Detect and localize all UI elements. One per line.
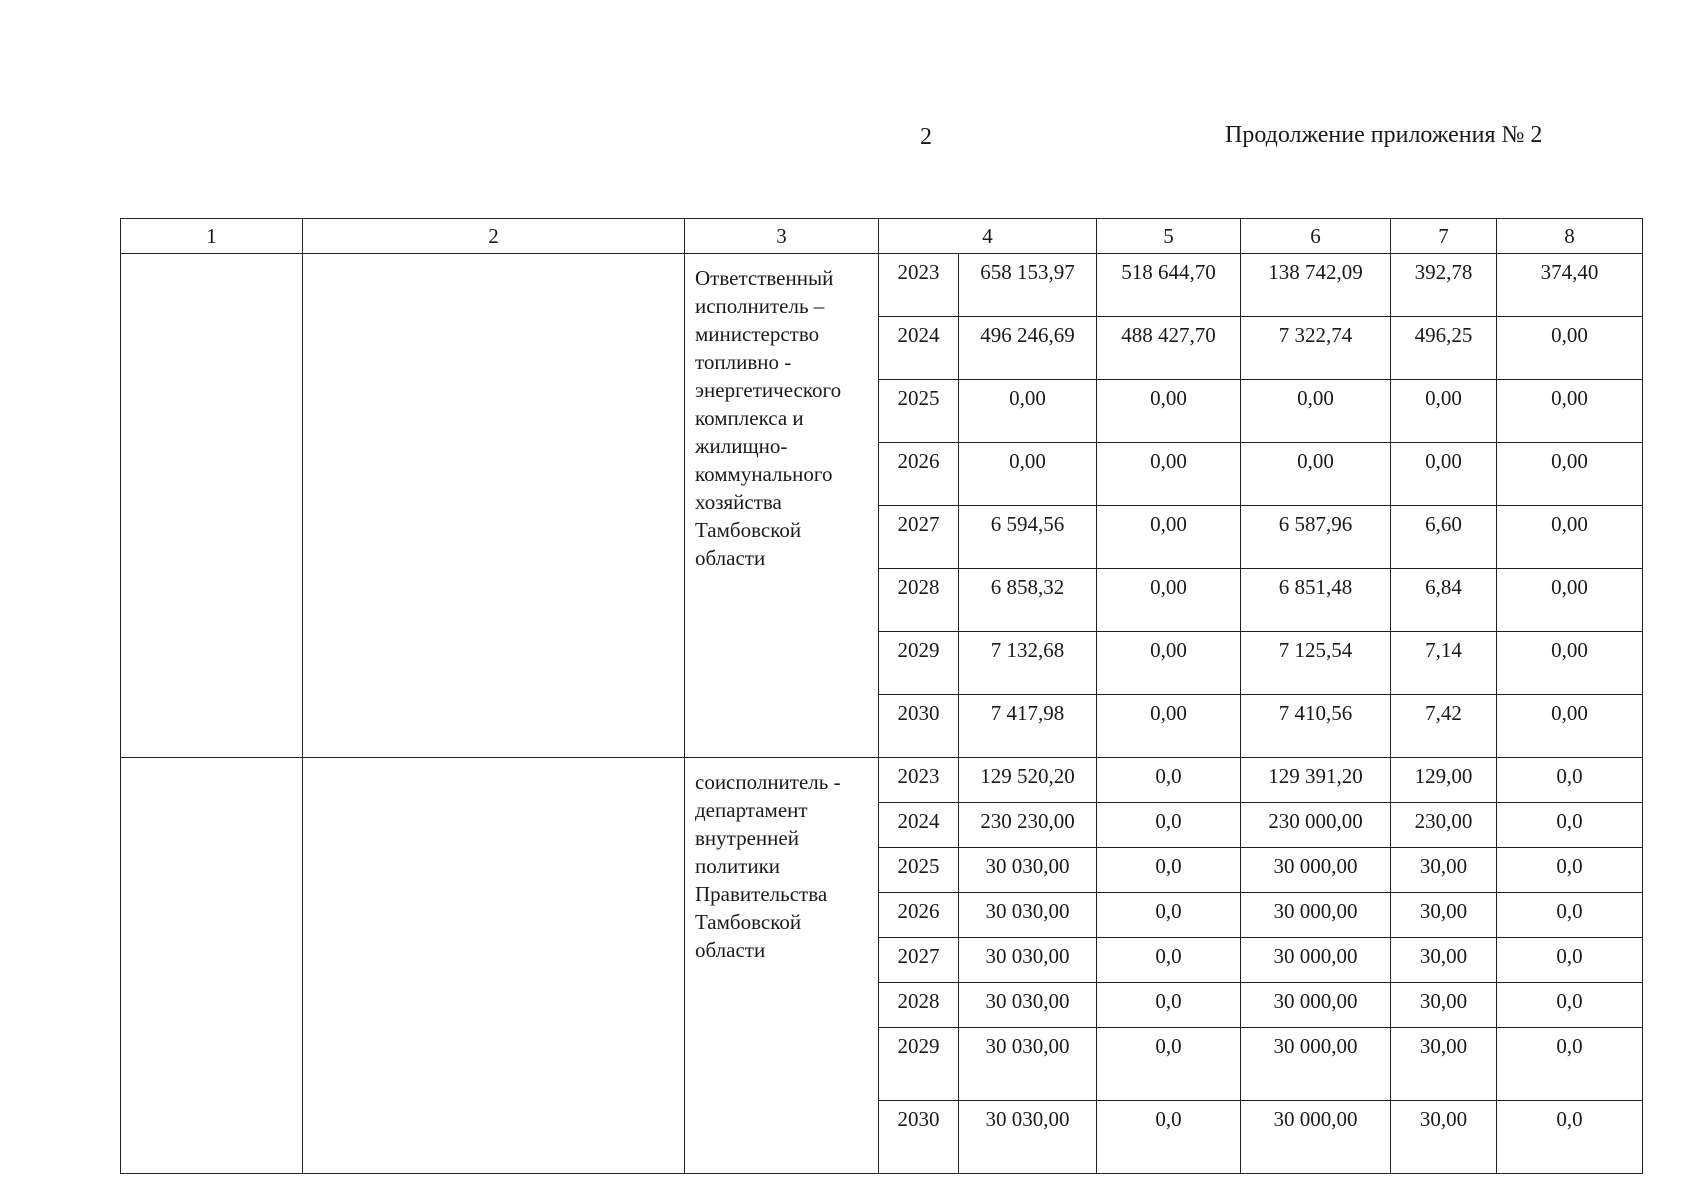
federal-cell: 0,00: [1097, 443, 1241, 506]
total-cell: 0,00: [959, 380, 1097, 443]
total-cell: 30 030,00: [959, 1101, 1097, 1174]
federal-cell: 0,00: [1097, 380, 1241, 443]
total-cell: 6 858,32: [959, 569, 1097, 632]
regional-cell: 7 322,74: [1241, 317, 1391, 380]
table-body: [121, 219, 1643, 1174]
federal-cell: 518 644,70: [1097, 254, 1241, 317]
total-cell: 496 246,69: [959, 317, 1097, 380]
regional-cell: 6 587,96: [1241, 506, 1391, 569]
year-cell: 2026: [879, 893, 959, 938]
federal-cell: 0,0: [1097, 848, 1241, 893]
empty-cell-col1: [121, 758, 303, 1174]
regional-cell: 30 000,00: [1241, 938, 1391, 983]
year-cell: 2025: [879, 380, 959, 443]
year-cell: 2028: [879, 983, 959, 1028]
empty-cell-col2: [303, 254, 685, 758]
local-cell: 0,00: [1391, 443, 1497, 506]
regional-cell: 6 851,48: [1241, 569, 1391, 632]
federal-cell: 0,00: [1097, 506, 1241, 569]
col-header-1: 1: [121, 219, 303, 254]
regional-cell: 230 000,00: [1241, 803, 1391, 848]
other-cell: 0,0: [1497, 1101, 1643, 1174]
year-cell: 2023: [879, 254, 959, 317]
federal-cell: 0,0: [1097, 938, 1241, 983]
local-cell: 129,00: [1391, 758, 1497, 803]
total-cell: 30 030,00: [959, 983, 1097, 1028]
other-cell: 0,0: [1497, 893, 1643, 938]
col-header-6: 6: [1241, 219, 1391, 254]
year-cell: 2029: [879, 1028, 959, 1101]
year-cell: 2025: [879, 848, 959, 893]
regional-cell: 30 000,00: [1241, 848, 1391, 893]
total-cell: 129 520,20: [959, 758, 1097, 803]
table-row: [121, 758, 1643, 803]
col-header-8: 8: [1497, 219, 1643, 254]
local-cell: 30,00: [1391, 1101, 1497, 1174]
regional-cell: 129 391,20: [1241, 758, 1391, 803]
regional-cell: 30 000,00: [1241, 893, 1391, 938]
col-header-7: 7: [1391, 219, 1497, 254]
total-cell: 30 030,00: [959, 893, 1097, 938]
total-cell: 30 030,00: [959, 938, 1097, 983]
empty-cell-col2: [303, 758, 685, 1174]
local-cell: 7,42: [1391, 695, 1497, 758]
total-cell: 6 594,56: [959, 506, 1097, 569]
col-header-4: 4: [879, 219, 1097, 254]
other-cell: 0,0: [1497, 938, 1643, 983]
col-header-3: 3: [685, 219, 879, 254]
regional-cell: 0,00: [1241, 443, 1391, 506]
other-cell: 0,00: [1497, 695, 1643, 758]
local-cell: 6,84: [1391, 569, 1497, 632]
local-cell: 30,00: [1391, 1028, 1497, 1101]
local-cell: 7,14: [1391, 632, 1497, 695]
col-header-5: 5: [1097, 219, 1241, 254]
local-cell: 30,00: [1391, 893, 1497, 938]
other-cell: 0,00: [1497, 506, 1643, 569]
other-cell: 0,0: [1497, 758, 1643, 803]
regional-cell: 7 410,56: [1241, 695, 1391, 758]
table-row: [121, 254, 1643, 317]
col-header-2: 2: [303, 219, 685, 254]
other-cell: 0,00: [1497, 569, 1643, 632]
total-cell: 7 132,68: [959, 632, 1097, 695]
other-cell: 374,40: [1497, 254, 1643, 317]
regional-cell: 30 000,00: [1241, 1101, 1391, 1174]
other-cell: 0,00: [1497, 380, 1643, 443]
year-cell: 2027: [879, 938, 959, 983]
federal-cell: 0,0: [1097, 893, 1241, 938]
other-cell: 0,0: [1497, 848, 1643, 893]
budget-table: [120, 218, 1643, 1174]
total-cell: 30 030,00: [959, 848, 1097, 893]
federal-cell: 0,0: [1097, 1101, 1241, 1174]
local-cell: 30,00: [1391, 938, 1497, 983]
federal-cell: 0,0: [1097, 803, 1241, 848]
year-cell: 2027: [879, 506, 959, 569]
page-number: 2: [920, 124, 932, 150]
appendix-continuation-title: Продолжение приложения № 2: [1225, 122, 1543, 148]
year-cell: 2030: [879, 1101, 959, 1174]
executor-cell: Ответственный исполнитель – министерство топливно - энергетического комплекса и жилищно- коммунального хозяйства Тамбовской области: [685, 254, 879, 758]
year-cell: 2026: [879, 443, 959, 506]
year-cell: 2029: [879, 632, 959, 695]
federal-cell: 488 427,70: [1097, 317, 1241, 380]
federal-cell: 0,0: [1097, 983, 1241, 1028]
federal-cell: 0,00: [1097, 569, 1241, 632]
regional-cell: 30 000,00: [1241, 983, 1391, 1028]
total-cell: 7 417,98: [959, 695, 1097, 758]
year-cell: 2024: [879, 803, 959, 848]
column-header-row: [121, 219, 1643, 254]
total-cell: 0,00: [959, 443, 1097, 506]
federal-cell: 0,00: [1097, 632, 1241, 695]
regional-cell: 30 000,00: [1241, 1028, 1391, 1101]
year-cell: 2028: [879, 569, 959, 632]
year-cell: 2023: [879, 758, 959, 803]
other-cell: 0,00: [1497, 443, 1643, 506]
regional-cell: 0,00: [1241, 380, 1391, 443]
federal-cell: 0,0: [1097, 758, 1241, 803]
regional-cell: 138 742,09: [1241, 254, 1391, 317]
local-cell: 496,25: [1391, 317, 1497, 380]
total-cell: 30 030,00: [959, 1028, 1097, 1101]
total-cell: 230 230,00: [959, 803, 1097, 848]
local-cell: 392,78: [1391, 254, 1497, 317]
regional-cell: 7 125,54: [1241, 632, 1391, 695]
total-cell: 658 153,97: [959, 254, 1097, 317]
executor-cell: соисполнитель - департамент внутренней политики Правительства Тамбовской области: [685, 758, 879, 1174]
local-cell: 30,00: [1391, 848, 1497, 893]
other-cell: 0,00: [1497, 317, 1643, 380]
federal-cell: 0,00: [1097, 695, 1241, 758]
year-cell: 2024: [879, 317, 959, 380]
local-cell: 6,60: [1391, 506, 1497, 569]
other-cell: 0,0: [1497, 983, 1643, 1028]
empty-cell-col1: [121, 254, 303, 758]
local-cell: 230,00: [1391, 803, 1497, 848]
other-cell: 0,0: [1497, 803, 1643, 848]
other-cell: 0,0: [1497, 1028, 1643, 1101]
year-cell: 2030: [879, 695, 959, 758]
local-cell: 0,00: [1391, 380, 1497, 443]
other-cell: 0,00: [1497, 632, 1643, 695]
federal-cell: 0,0: [1097, 1028, 1241, 1101]
local-cell: 30,00: [1391, 983, 1497, 1028]
